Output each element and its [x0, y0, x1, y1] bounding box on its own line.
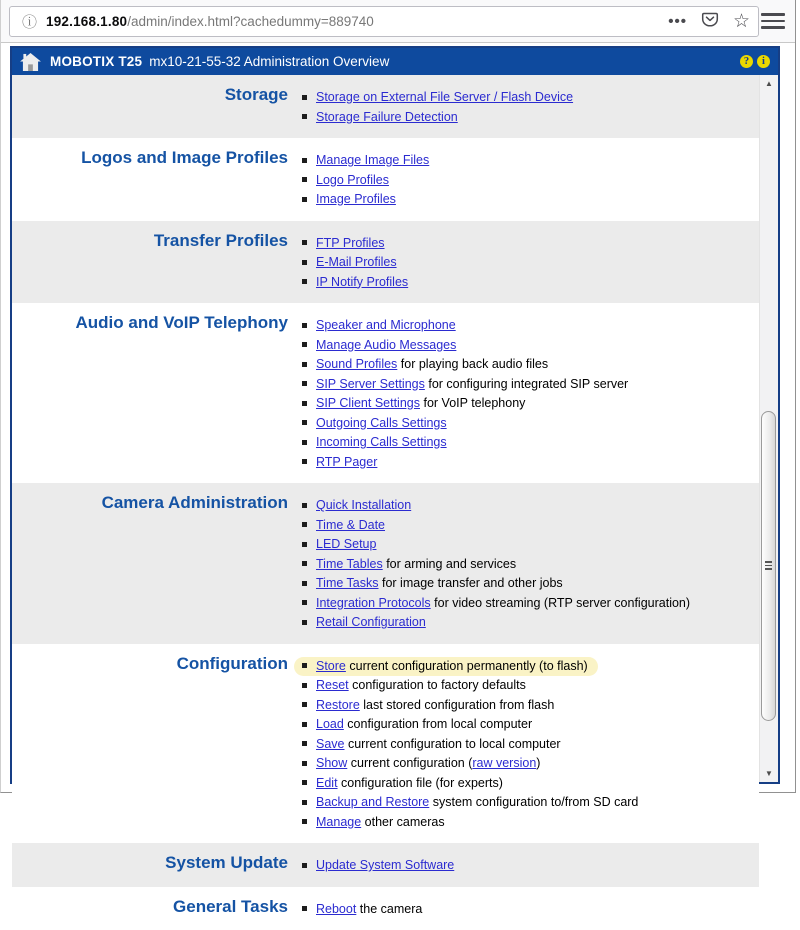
list-item: [302, 793, 648, 812]
admin-link-load[interactable]: Load: [316, 716, 344, 732]
section-configuration: [12, 644, 759, 844]
link-description: current configuration to local computer: [345, 736, 561, 752]
item-content: [294, 754, 550, 773]
home-icon[interactable]: [20, 53, 41, 71]
admin-link-update-system-software[interactable]: Update System Software: [316, 857, 454, 873]
url-host: 192.168.1.80: [46, 14, 127, 29]
bullet-icon: [302, 95, 307, 100]
admin-link-backup-and-restore[interactable]: Backup and Restore: [316, 794, 429, 810]
page-body: [1, 43, 795, 792]
admin-link-show[interactable]: Show: [316, 755, 347, 771]
bullet-icon: [302, 561, 307, 566]
link-description: for VoIP telephony: [420, 395, 525, 411]
list-item: [302, 375, 638, 394]
section-heading: Transfer Profiles: [12, 231, 302, 293]
list-item: [302, 414, 638, 433]
section-link-list: [302, 313, 638, 472]
pocket-icon[interactable]: [701, 10, 719, 33]
item-content: [294, 151, 439, 170]
bullet-icon: [302, 158, 307, 163]
scroll-down-icon[interactable]: ▼: [760, 769, 778, 778]
item-content: [294, 594, 700, 613]
list-item: [302, 594, 700, 613]
scrollbar-grip-icon: [765, 561, 772, 572]
section-link-list: [302, 897, 432, 920]
item-content: [294, 516, 395, 535]
admin-link-manage-image-files[interactable]: Manage Image Files: [316, 152, 429, 168]
admin-link-storage-failure-detection[interactable]: Storage Failure Detection: [316, 109, 458, 125]
browser-toolbar: [1, 0, 795, 43]
admin-link-rtp-pager[interactable]: RTP Pager: [316, 454, 377, 470]
list-item: [302, 394, 638, 413]
list-item: [302, 813, 648, 832]
admin-link-sip-client-settings[interactable]: SIP Client Settings: [316, 395, 420, 411]
item-content: [294, 813, 455, 832]
link-description: last stored configuration from flash: [360, 697, 555, 713]
item-content: [294, 715, 542, 734]
item-content: [294, 774, 513, 793]
link-description: ): [536, 755, 540, 771]
list-item: [302, 900, 432, 919]
bullet-icon: [302, 342, 307, 347]
list-item: [302, 715, 648, 734]
item-content: [294, 856, 464, 875]
menu-icon[interactable]: [761, 8, 785, 34]
section-link-list: [302, 493, 700, 633]
bullet-icon: [302, 401, 307, 406]
list-item: [302, 774, 648, 793]
section-link-list: [302, 85, 583, 127]
list-item: [302, 355, 638, 374]
section-heading: Logos and Image Profiles: [12, 148, 302, 210]
section-audio-and-voip-telephony: [12, 303, 759, 483]
list-item: [302, 453, 638, 472]
bullet-icon: [302, 459, 307, 464]
item-content: [294, 273, 418, 292]
section-heading: Configuration: [12, 654, 302, 833]
list-item: [302, 696, 648, 715]
section-storage: [12, 75, 759, 138]
link-description: for arming and services: [383, 556, 516, 572]
bullet-icon: [302, 761, 307, 766]
link-description: current configuration permanently (to flash): [346, 658, 588, 674]
section-general-tasks: [12, 887, 759, 930]
list-item: [302, 433, 638, 452]
admin-link-manage[interactable]: Manage: [316, 814, 361, 830]
admin-link-retail-configuration[interactable]: Retail Configuration: [316, 614, 426, 630]
page-actions-icon[interactable]: •••: [668, 13, 687, 30]
page-title: mx10-21-55-32 Administration Overview: [149, 54, 389, 69]
list-item: [302, 253, 418, 272]
item-content: [294, 336, 466, 355]
admin-link-storage-on-external-file-server-flash-device[interactable]: Storage on External File Server / Flash Device: [316, 89, 573, 105]
list-item: [302, 171, 439, 190]
section-heading: General Tasks: [12, 897, 302, 920]
brand-label: MOBOTIX T25: [50, 54, 142, 69]
admin-link-raw-version[interactable]: raw version: [472, 755, 536, 771]
bullet-icon: [302, 663, 307, 668]
bullet-icon: [302, 381, 307, 386]
admin-link-sound-profiles[interactable]: Sound Profiles: [316, 356, 397, 372]
admin-link-save[interactable]: Save: [316, 736, 345, 752]
section-transfer-profiles: [12, 221, 759, 304]
list-item: [302, 613, 700, 632]
admin-link-time-tasks[interactable]: Time Tasks: [316, 575, 379, 591]
link-description: other cameras: [361, 814, 444, 830]
item-content: [294, 613, 436, 632]
bullet-icon: [302, 197, 307, 202]
admin-link-time-tables[interactable]: Time Tables: [316, 556, 383, 572]
section-link-list: [302, 654, 648, 833]
bullet-icon: [302, 722, 307, 727]
item-content: [294, 414, 457, 433]
item-content: [294, 88, 583, 107]
list-item: [302, 535, 700, 554]
bullet-icon: [302, 600, 307, 605]
item-content: [294, 900, 432, 919]
admin-link-quick-installation[interactable]: Quick Installation: [316, 497, 411, 513]
link-description: the camera: [356, 901, 422, 917]
help-icon[interactable]: ?: [740, 55, 753, 68]
scroll-up-icon[interactable]: ▲: [760, 79, 778, 88]
list-item: [302, 151, 439, 170]
bullet-icon: [302, 542, 307, 547]
sections: [12, 75, 759, 782]
bullet-icon: [302, 906, 307, 911]
list-item: [302, 190, 439, 209]
item-content: [294, 696, 564, 715]
bullet-icon: [302, 581, 307, 586]
admin-link-ftp-profiles[interactable]: FTP Profiles: [316, 235, 385, 251]
list-item: [302, 336, 638, 355]
item-content: [294, 190, 406, 209]
list-item: [302, 735, 648, 754]
bullet-icon: [302, 240, 307, 245]
bullet-icon: [302, 683, 307, 688]
link-description: current configuration (: [347, 755, 472, 771]
bullet-icon: [302, 440, 307, 445]
admin-link-store[interactable]: Store: [316, 658, 346, 674]
bullet-icon: [302, 620, 307, 625]
list-item: [302, 273, 418, 292]
admin-link-led-setup[interactable]: LED Setup: [316, 536, 376, 552]
list-item: [302, 754, 648, 773]
item-content: [294, 234, 395, 253]
list-item: [302, 657, 648, 676]
admin-link-integration-protocols[interactable]: Integration Protocols: [316, 595, 431, 611]
item-content: [294, 555, 526, 574]
section-link-list: [302, 231, 418, 293]
item-content: [294, 355, 558, 374]
list-item: [302, 555, 700, 574]
section-system-update: [12, 843, 759, 887]
admin-link-reset[interactable]: Reset: [316, 677, 349, 693]
url-bar[interactable]: [9, 6, 759, 37]
item-content: [294, 735, 571, 754]
admin-link-restore[interactable]: Restore: [316, 697, 360, 713]
admin-link-ip-notify-profiles[interactable]: IP Notify Profiles: [316, 274, 408, 290]
item-content: [294, 496, 421, 515]
admin-overview-panel: [10, 46, 780, 784]
bullet-icon: [302, 260, 307, 265]
list-item: [302, 856, 464, 875]
page-titlebar: [12, 48, 778, 75]
bullet-icon: [302, 800, 307, 805]
link-description: configuration from local computer: [344, 716, 532, 732]
item-content: [294, 253, 407, 272]
list-item: [302, 496, 700, 515]
admin-link-manage-audio-messages[interactable]: Manage Audio Messages: [316, 337, 456, 353]
list-item: [302, 316, 638, 335]
item-content: [294, 171, 399, 190]
list-item: [302, 234, 418, 253]
admin-link-logo-profiles[interactable]: Logo Profiles: [316, 172, 389, 188]
admin-link-time-date[interactable]: Time & Date: [316, 517, 385, 533]
link-description: for configuring integrated SIP server: [425, 376, 628, 392]
list-item: [302, 516, 700, 535]
link-description: for video streaming (RTP server configuration): [431, 595, 690, 611]
bullet-icon: [302, 279, 307, 284]
scrollbar-thumb[interactable]: [761, 411, 776, 721]
bullet-icon: [302, 362, 307, 367]
bullet-icon: [302, 702, 307, 707]
link-description: configuration to factory defaults: [349, 677, 526, 693]
link-description: for playing back audio files: [397, 356, 548, 372]
bullet-icon: [302, 114, 307, 119]
bullet-icon: [302, 323, 307, 328]
item-content: [294, 108, 468, 127]
section-link-list: [302, 853, 464, 876]
section-heading: Storage: [12, 85, 302, 127]
section-heading: Audio and VoIP Telephony: [12, 313, 302, 472]
admin-link-e-mail-profiles[interactable]: E-Mail Profiles: [316, 254, 397, 270]
bullet-icon: [302, 741, 307, 746]
url-path: /admin/index.html?cachedummy=889740: [127, 14, 374, 29]
link-description: for image transfer and other jobs: [379, 575, 563, 591]
bullet-icon: [302, 522, 307, 527]
admin-link-sip-server-settings[interactable]: SIP Server Settings: [316, 376, 425, 392]
item-content: [294, 535, 386, 554]
section-logos-and-image-profiles: [12, 138, 759, 221]
bookmark-star-icon[interactable]: ☆: [733, 12, 750, 31]
bullet-icon: [302, 819, 307, 824]
site-info-icon[interactable]: ⓘ: [22, 11, 37, 32]
section-camera-administration: [12, 483, 759, 644]
list-item: [302, 88, 583, 107]
admin-link-incoming-calls-settings[interactable]: Incoming Calls Settings: [316, 434, 447, 450]
admin-link-speaker-and-microphone[interactable]: Speaker and Microphone: [316, 317, 456, 333]
item-content: [294, 433, 457, 452]
section-heading: Camera Administration: [12, 493, 302, 633]
list-item: [302, 574, 700, 593]
admin-link-edit[interactable]: Edit: [316, 775, 338, 791]
item-content: [294, 676, 536, 695]
bullet-icon: [302, 780, 307, 785]
item-content: [294, 394, 535, 413]
bullet-icon: [302, 177, 307, 182]
link-description: configuration file (for experts): [338, 775, 503, 791]
link-description: system configuration to/from SD card: [429, 794, 638, 810]
admin-link-reboot[interactable]: Reboot: [316, 901, 356, 917]
bullet-icon: [302, 420, 307, 425]
section-link-list: [302, 148, 439, 210]
admin-link-outgoing-calls-settings[interactable]: Outgoing Calls Settings: [316, 415, 447, 431]
info-icon[interactable]: i: [757, 55, 770, 68]
item-content: [294, 574, 573, 593]
url-text[interactable]: [46, 14, 660, 29]
highlighted-item: [294, 657, 598, 676]
scrollbar[interactable]: [759, 75, 778, 782]
bullet-icon: [302, 863, 307, 868]
list-item: [302, 108, 583, 127]
list-item: [302, 676, 648, 695]
item-content: [294, 793, 648, 812]
item-content: [294, 453, 387, 472]
section-heading: System Update: [12, 853, 302, 876]
bullet-icon: [302, 503, 307, 508]
item-content: [294, 375, 638, 394]
admin-link-image-profiles[interactable]: Image Profiles: [316, 191, 396, 207]
item-content: [294, 316, 466, 335]
